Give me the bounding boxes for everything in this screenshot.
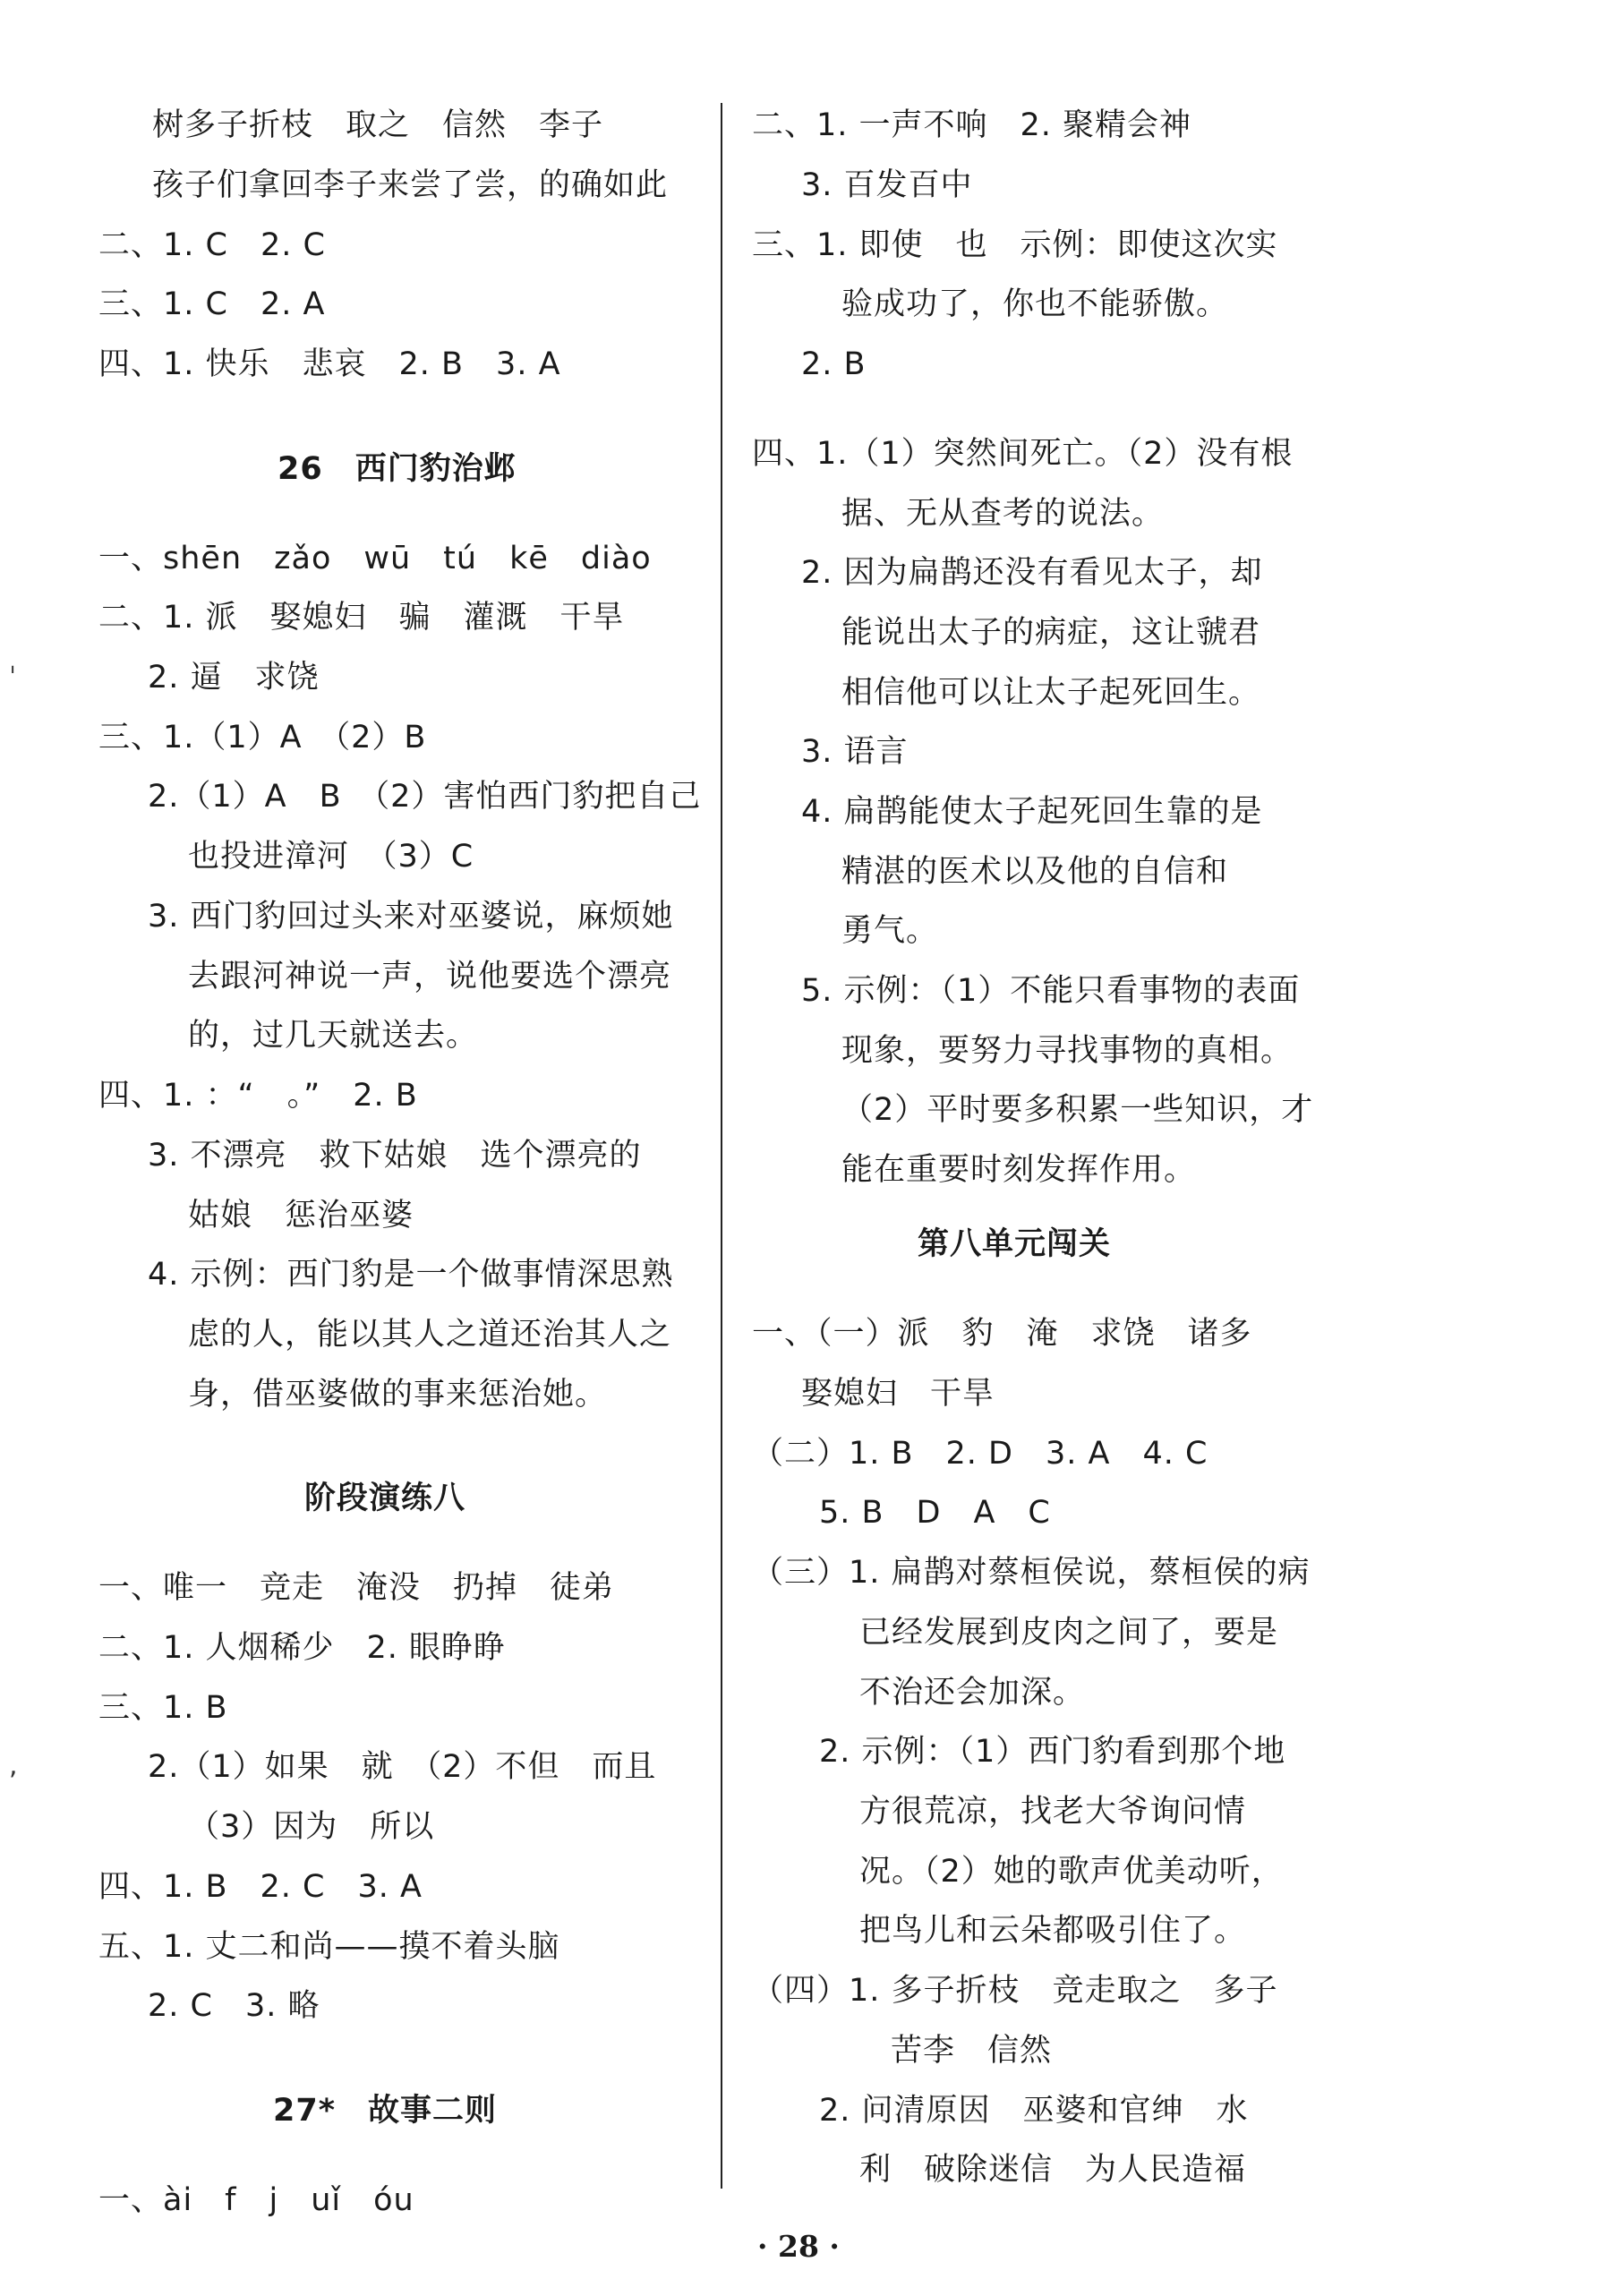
- answer-line: 三、1. 即使 也 示例：即使这次实: [752, 227, 1278, 263]
- answer-line: 姑娘 惩治巫婆: [188, 1198, 414, 1233]
- answer-line: 三、1. B: [98, 1690, 228, 1726]
- answer-line: 二、1. 派 娶媳妇 骗 灌溉 干旱: [98, 600, 625, 636]
- answer-line: 一、ài f j uǐ óu: [98, 2182, 414, 2218]
- answer-line: 2.（1）A B （2）害怕西门豹把自己: [148, 779, 702, 815]
- answer-line: 把鸟儿和云朵都吸引住了。: [859, 1913, 1247, 1949]
- answer-line: 3. 语言: [801, 734, 909, 770]
- answer-line: 4. 扁鹊能使太子起死回生靠的是: [801, 794, 1263, 830]
- answer-line: （2）平时要多积累一些知识，才: [841, 1092, 1314, 1128]
- answer-line: （四）1. 多子折枝 竞走取之 多子: [752, 1973, 1278, 2009]
- section-heading: 阶段演练八: [304, 1481, 466, 1516]
- answer-line: 四、1. 快乐 悲哀 2. B 3. A: [98, 346, 561, 382]
- answer-line: 二、1. 人烟稀少 2. 眼睁睁: [98, 1630, 507, 1666]
- answer-line: （3）因为 所以: [188, 1809, 435, 1845]
- answer-line: 三、1. C 2. A: [98, 286, 326, 322]
- section-heading: 第八单元闯关: [918, 1226, 1112, 1262]
- answer-line: 验成功了，你也不能骄傲。: [841, 286, 1229, 322]
- answer-line: 相信他可以让太子起死回生。: [841, 675, 1261, 711]
- answer-line: 五、1. 丈二和尚——摸不着头脑: [98, 1929, 560, 1965]
- answer-line: 苦李 信然: [891, 2033, 1053, 2069]
- answer-line: 2. 示例：（1）西门豹看到那个地: [819, 1734, 1286, 1770]
- answer-line: 5. 示例：（1）不能只看事物的表面: [801, 973, 1301, 1009]
- answer-line: 2. B: [801, 346, 867, 382]
- answer-line: 2. 因为扁鹊还没有看见太子，却: [801, 555, 1263, 591]
- answer-line: 娶媳妇 干旱: [801, 1376, 995, 1412]
- answer-line: 3. 百发百中: [801, 167, 973, 203]
- answer-line: 据、无从查考的说法。: [841, 496, 1165, 532]
- answer-line: （三）1. 扁鹊对蔡桓侯说，蔡桓侯的病: [752, 1555, 1311, 1591]
- answer-line: 2.（1）如果 就 （2）不但 而且: [148, 1749, 657, 1785]
- answer-line: 树多子折枝 取之 信然 李子: [152, 107, 604, 143]
- answer-line: 5. B D A C: [819, 1495, 1051, 1531]
- answer-line: 一、唯一 竞走 淹没 扔掉 徒弟: [98, 1570, 615, 1606]
- column-divider: [721, 103, 722, 2189]
- answer-line: 精湛的医术以及他的自信和: [841, 854, 1229, 890]
- answer-line: 况。（2）她的歌声优美动听，: [859, 1854, 1284, 1890]
- answer-line: 不治还会加深。: [859, 1675, 1086, 1711]
- answer-line: 四、1. ：“ 。” 2. B: [98, 1078, 418, 1114]
- page-number: · 28 ·: [757, 2229, 840, 2264]
- answer-line: 2. 问清原因 巫婆和官绅 水: [819, 2093, 1249, 2129]
- section-heading: 26 西门豹治邺: [278, 451, 517, 487]
- answer-line: 二、1. 一声不响 2. 聚精会神: [752, 107, 1192, 143]
- answer-line: 虑的人，能以其人之道还治其人之: [188, 1317, 672, 1353]
- answer-line: 2. 逼 求饶: [148, 660, 320, 696]
- answer-line: 利 破除迷信 为人民造福: [859, 2152, 1247, 2188]
- answer-line: 能在重要时刻发挥作用。: [841, 1152, 1197, 1188]
- margin-mark: ˈ: [9, 662, 17, 694]
- answer-line: 四、1.（1）突然间死亡。（2）没有根: [752, 436, 1294, 472]
- answer-line: 去跟河神说一声，说他要选个漂亮: [188, 959, 672, 994]
- margin-mark: ,: [9, 1750, 18, 1781]
- answer-line: 现象，要努力寻找事物的真相。: [841, 1033, 1294, 1069]
- answer-line: 方很荒凉，找老大爷询问情: [859, 1794, 1247, 1830]
- answer-line: 也投进漳河 （3）C: [188, 839, 474, 875]
- answer-line: 二、1. C 2. C: [98, 227, 326, 263]
- answer-line: 身，借巫婆做的事来惩治她。: [188, 1377, 608, 1413]
- section-heading: 27* 故事二则: [273, 2093, 498, 2129]
- answer-line: 的，过几天就送去。: [188, 1018, 479, 1054]
- answer-line: 四、1. B 2. C 3. A: [98, 1869, 423, 1905]
- answer-line: 一、（一）派 豹 淹 求饶 诸多: [752, 1316, 1252, 1352]
- answer-line: 三、1.（1）A （2）B: [98, 720, 427, 755]
- answer-line: 一、shēn zǎo wū tú kē diào: [98, 541, 652, 576]
- answer-line: 3. 西门豹回过头来对巫婆说，麻烦她: [148, 899, 674, 935]
- answer-line: 4. 示例：西门豹是一个做事情深思熟: [148, 1257, 674, 1293]
- answer-line: （二）1. B 2. D 3. A 4. C: [752, 1436, 1208, 1472]
- answer-line: 3. 不漂亮 救下姑娘 选个漂亮的: [148, 1138, 642, 1174]
- answer-line: 孩子们拿回李子来尝了尝，的确如此: [152, 167, 669, 203]
- answer-line: 已经发展到皮肉之间了，要是: [859, 1615, 1279, 1651]
- answer-line: 能说出太子的病症，这让虢君: [841, 615, 1261, 651]
- answer-line: 勇气。: [841, 913, 939, 949]
- answer-line: 2. C 3. 略: [148, 1988, 320, 2024]
